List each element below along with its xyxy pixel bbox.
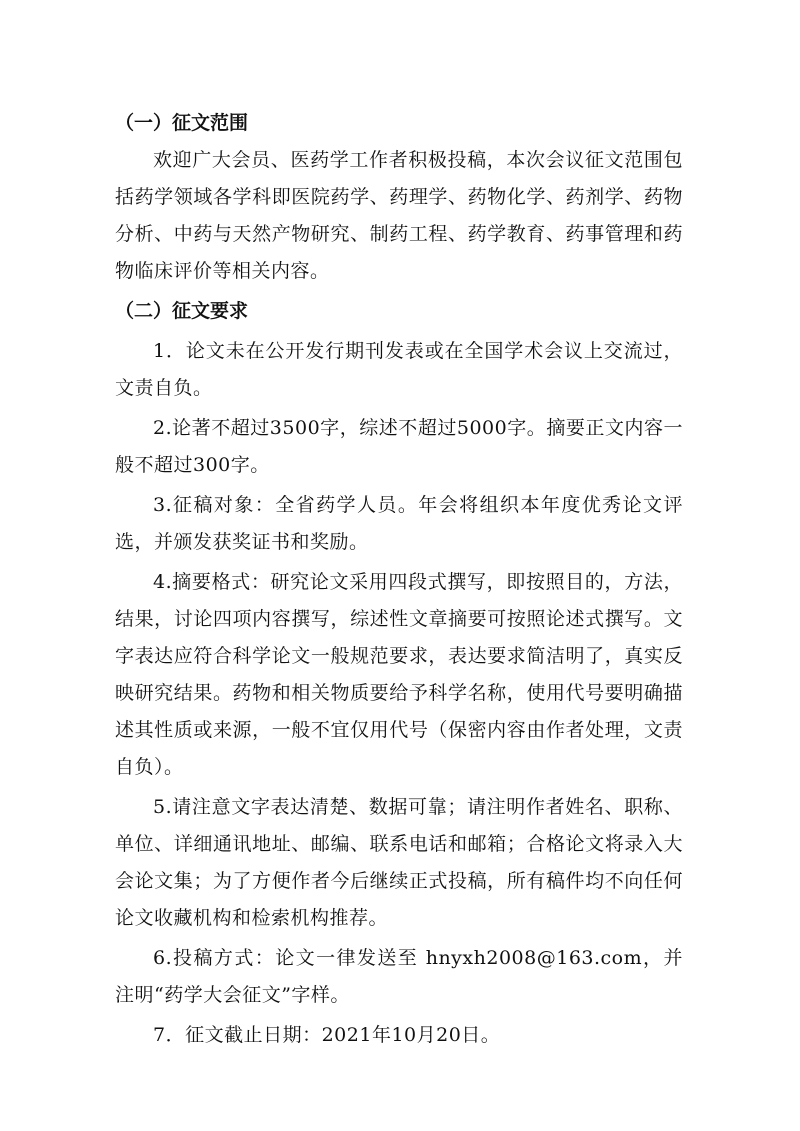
requirement-item-2: 2.论著不超过3500字，综述不超过5000字。摘要正文内容一般不超过300字。 bbox=[115, 417, 683, 476]
requirement-item-4: 4.摘要格式：研究论文采用四段式撰写，即按照目的，方法，结果，讨论四项内容撰写，综述性文章摘要可按照论述式撰写。文字表达应符合科学论文一般规范要求，表达要求简洁明了，真实反映研究结果。药物和相关物质要给予科学名称，使用代号要明确描述其性质或来源，一般不宜仅用代号（保密内容由作者处理，文责自负）。 bbox=[115, 571, 683, 778]
document-content bbox=[115, 105, 683, 1054]
requirement-item-6: 6.投稿方式：论文一律发送至 hnyxh2008@163.com，并注明“药学大会征文”字样。 bbox=[115, 947, 683, 1006]
section-scope-paragraph: 欢迎广大会员、医药学工作者积极投稿，本次会议征文范围包括药学领域各学科即医院药学、药理学、药物化学、药剂学、药物分析、中药与天然产物研究、制药工程、药学教育、药事管理和药物临床评价等相关内容。 bbox=[115, 149, 683, 282]
requirement-item-7: 7．征文截止日期：2021年10月20日。 bbox=[153, 1024, 501, 1046]
section-heading-scope: （一）征文范围 bbox=[115, 112, 249, 134]
requirement-item-5: 5.请注意文字表达清楚、数据可靠；请注明作者姓名、职称、单位、详细通讯地址、邮编、联系电话和邮箱；合格论文将录入大会论文集；为了方便作者今后继续正式投稿，所有稿件均不向任何论文收藏机构和检索机构推荐。 bbox=[115, 796, 683, 929]
requirement-item-3: 3.征稿对象：全省药学人员。年会将组织本年度优秀论文评选，并颁发获奖证书和奖励。 bbox=[115, 494, 683, 553]
section-heading-requirements: （二）征文要求 bbox=[115, 300, 249, 322]
requirement-item-1: 1．论文未在公开发行期刊发表或在全国学术会议上交流过，文责自负。 bbox=[115, 340, 683, 399]
